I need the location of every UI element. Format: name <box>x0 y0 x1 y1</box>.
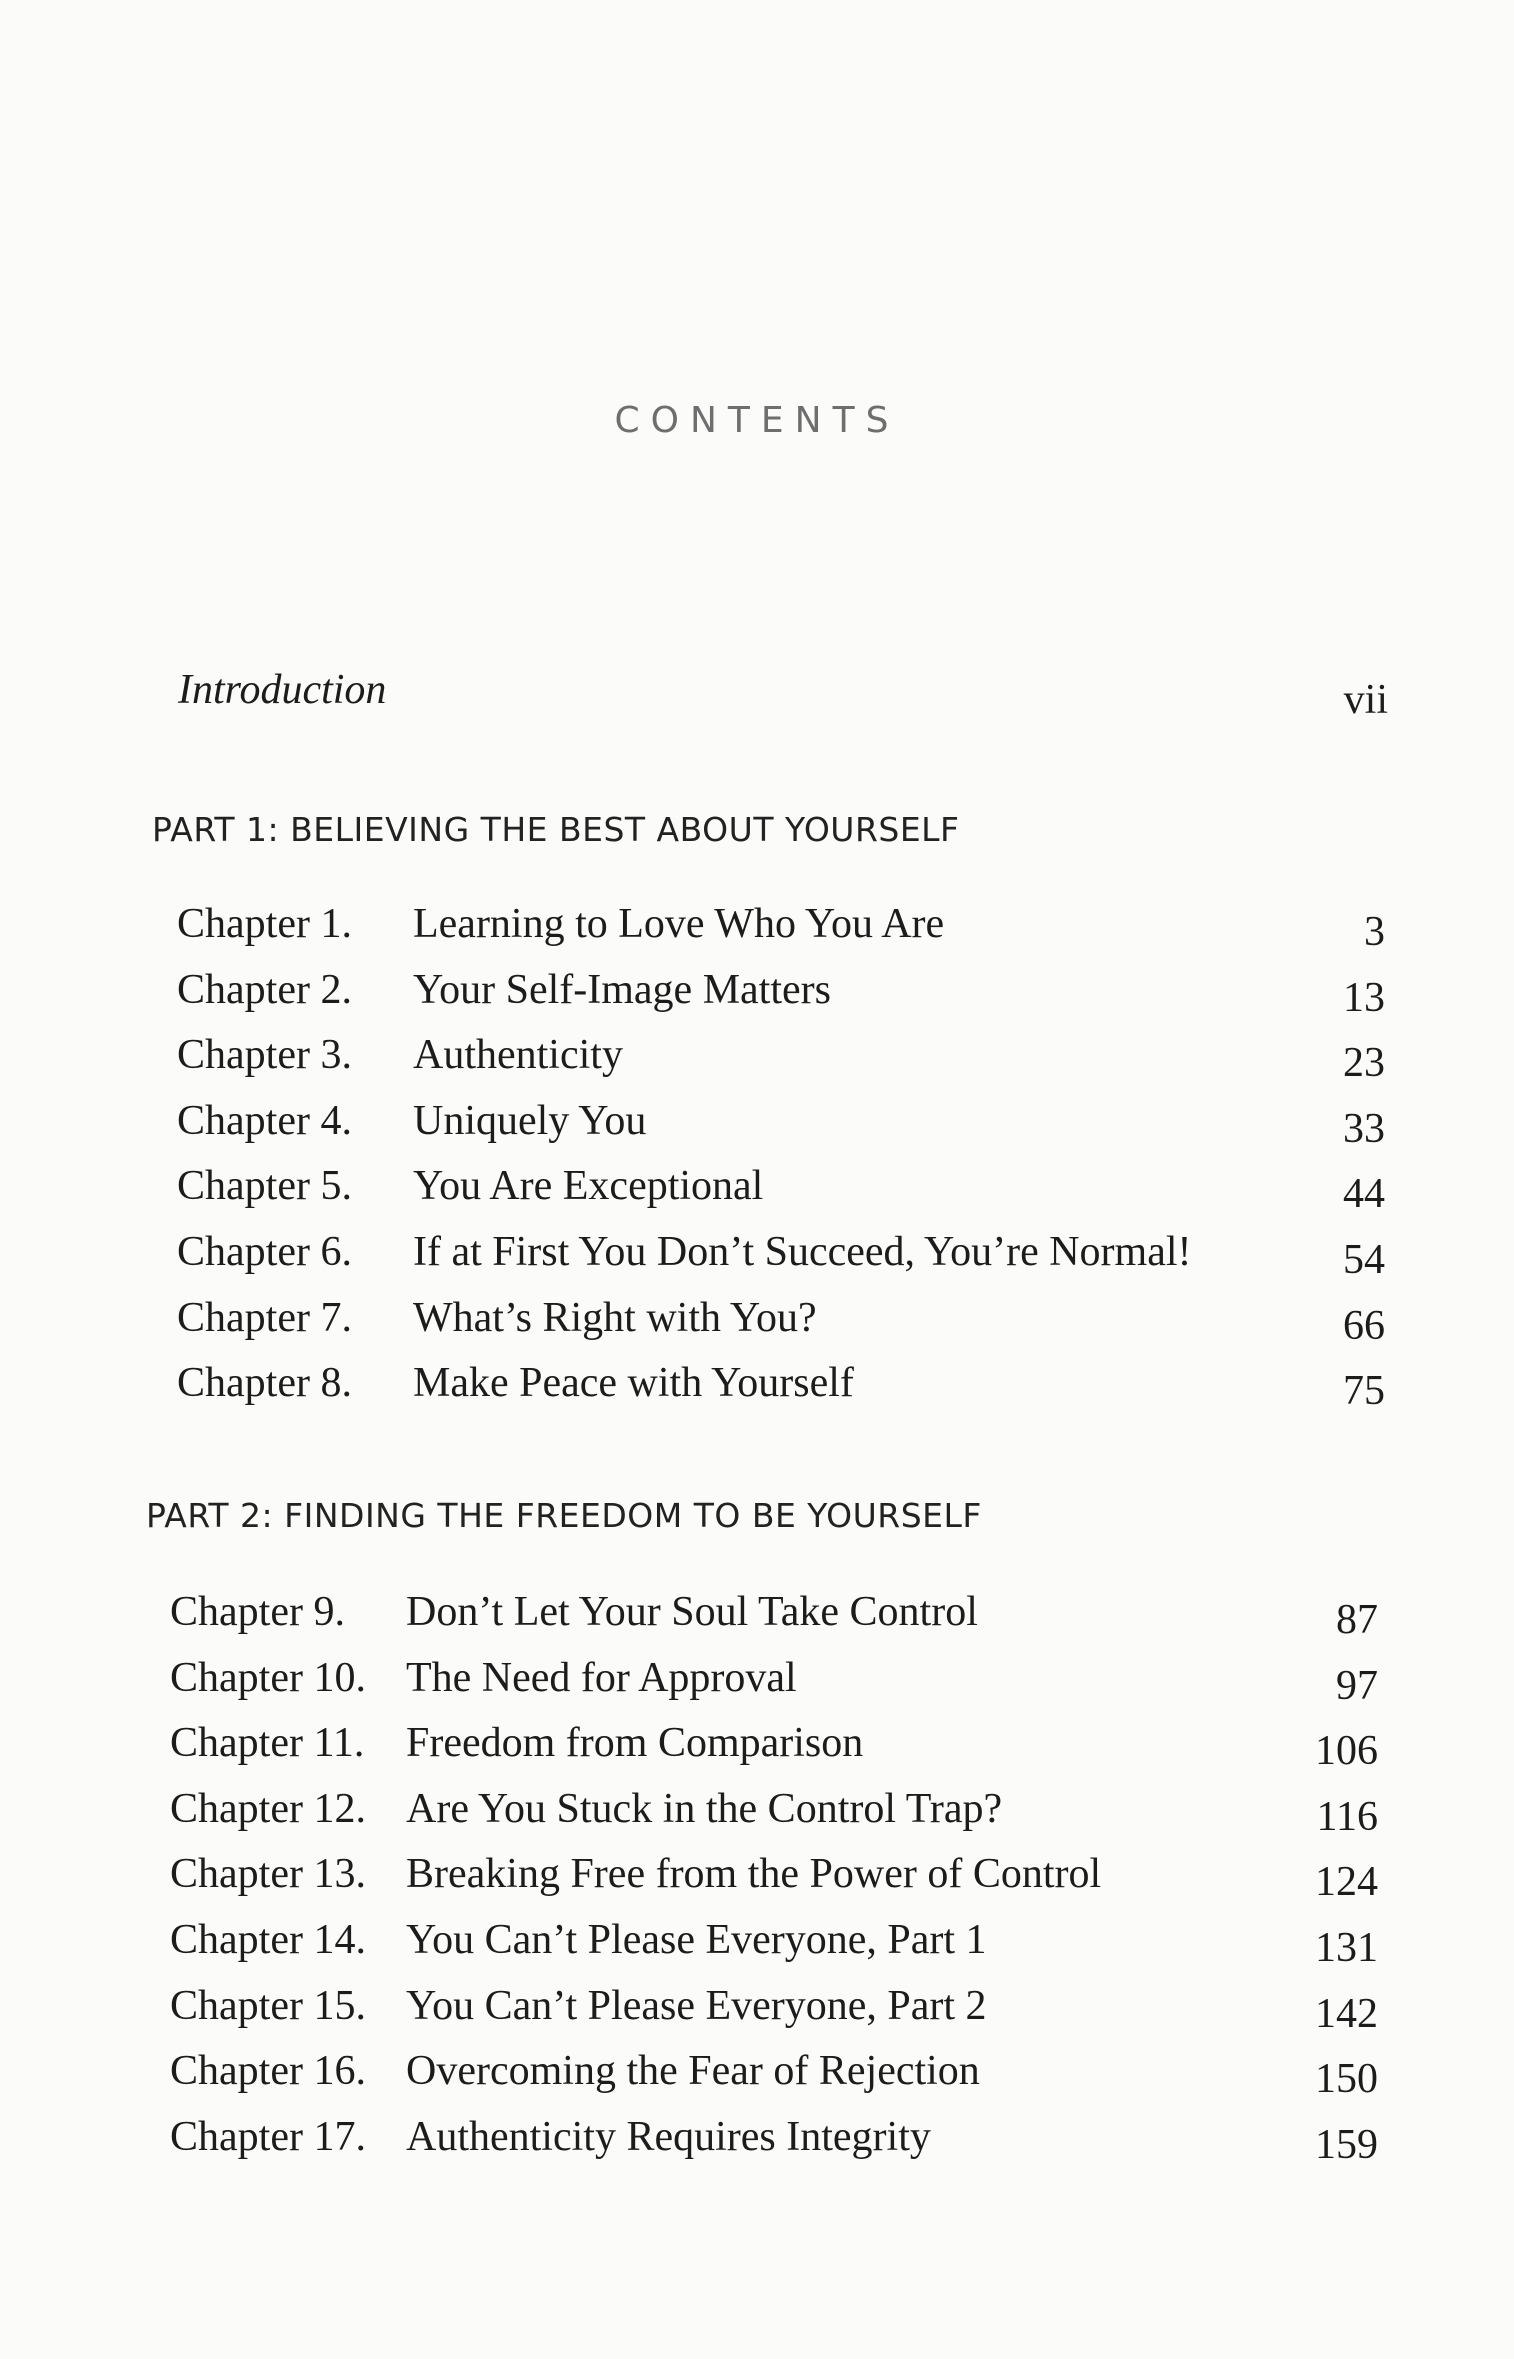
chapter-title: Don’t Let Your Soul Take Control <box>406 1589 978 1635</box>
toc-chapter-entry <box>170 1580 1378 1646</box>
chapter-number: Chapter 13. <box>170 1851 366 1898</box>
chapter-title: If at First You Don’t Succeed, You’re Normal! <box>413 1228 1192 1275</box>
chapter-title: Overcoming the Fear of Rejection <box>406 2048 980 2095</box>
toc-chapter-entry <box>170 1842 1378 1908</box>
chapter-number: Chapter 2. <box>177 966 352 1013</box>
chapter-number: Chapter 17. <box>170 2113 366 2160</box>
introduction-title: Introduction <box>178 667 387 713</box>
chapter-title: Your Self-Image Matters <box>413 966 831 1013</box>
chapter-title: You Are Exceptional <box>413 1163 764 1210</box>
chapter-page-number: 142 <box>1315 1990 1378 2037</box>
chapter-title: Authenticity <box>413 1032 623 1079</box>
toc-chapter-entry <box>170 2039 1378 2105</box>
chapter-title: Learning to Love Who You Are <box>413 901 945 947</box>
chapter-page-number: 44 <box>1343 1171 1385 1218</box>
part-2-title: PART 2: FINDING THE FREEDOM TO BE YOURSELF <box>146 1496 982 1535</box>
chapter-page-number: 13 <box>1343 974 1385 1021</box>
chapter-number: Chapter 9. <box>170 1589 345 1635</box>
chapter-number: Chapter 11. <box>170 1720 365 1767</box>
chapter-page-number: 106 <box>1315 1728 1378 1775</box>
chapter-number: Chapter 10. <box>170 1654 366 1701</box>
chapter-page-number: 131 <box>1315 1924 1378 1971</box>
chapter-title: Authenticity Requires Integrity <box>406 2113 931 2160</box>
toc-chapter-entry <box>170 1777 1378 1843</box>
chapter-page-number: 23 <box>1343 1040 1385 1087</box>
toc-chapter-entry <box>177 958 1385 1024</box>
chapter-title: Uniquely You <box>413 1097 647 1144</box>
page-title: CONTENTS <box>614 400 900 441</box>
chapter-page-number: 159 <box>1315 2121 1378 2168</box>
toc-chapter-entry <box>177 1220 1385 1286</box>
toc-chapter-entry <box>177 1154 1385 1220</box>
chapter-title: You Can’t Please Everyone, Part 2 <box>406 1982 987 2029</box>
toc-entry-introduction <box>178 666 1388 726</box>
chapter-number: Chapter 15. <box>170 1982 366 2029</box>
chapter-number: Chapter 5. <box>177 1163 352 1210</box>
chapter-page-number: 66 <box>1343 1302 1385 1349</box>
chapter-page-number: 75 <box>1343 1368 1385 1415</box>
chapter-number: Chapter 3. <box>177 1032 352 1079</box>
chapter-title: The Need for Approval <box>406 1654 797 1701</box>
chapter-page-number: 150 <box>1315 2056 1378 2103</box>
chapter-number: Chapter 4. <box>177 1097 352 1144</box>
chapter-number: Chapter 14. <box>170 1916 366 1963</box>
toc-chapter-entry <box>170 1908 1378 1974</box>
chapter-number: Chapter 6. <box>177 1228 352 1275</box>
chapter-title: Are You Stuck in the Control Trap? <box>406 1785 1003 1832</box>
toc-chapter-entry <box>177 1089 1385 1155</box>
chapter-page-number: 124 <box>1315 1859 1378 1906</box>
chapter-title: You Can’t Please Everyone, Part 1 <box>406 1916 987 1963</box>
toc-chapter-entry <box>170 2105 1378 2171</box>
part-1-chapter-list <box>177 892 1385 1417</box>
toc-chapter-entry <box>170 1974 1378 2040</box>
toc-chapter-entry <box>177 1351 1385 1417</box>
toc-chapter-entry <box>170 1646 1378 1712</box>
chapter-number: Chapter 7. <box>177 1294 352 1341</box>
toc-chapter-entry <box>177 1023 1385 1089</box>
chapter-page-number: 3 <box>1364 909 1385 955</box>
chapter-page-number: 87 <box>1336 1597 1378 1643</box>
part-1-title: PART 1: BELIEVING THE BEST ABOUT YOURSELF <box>152 810 960 849</box>
chapter-page-number: 116 <box>1316 1793 1378 1840</box>
chapter-number: Chapter 12. <box>170 1785 366 1832</box>
chapter-title: Breaking Free from the Power of Control <box>406 1851 1102 1898</box>
toc-chapter-entry <box>170 1711 1378 1777</box>
chapter-number: Chapter 16. <box>170 2048 366 2095</box>
part-2-chapter-list <box>170 1580 1378 2170</box>
chapter-title: Freedom from Comparison <box>406 1720 864 1767</box>
chapter-number: Chapter 8. <box>177 1360 352 1407</box>
chapter-page-number: 54 <box>1343 1236 1385 1283</box>
chapter-title: What’s Right with You? <box>413 1294 817 1341</box>
chapter-title: Make Peace with Yourself <box>413 1360 854 1407</box>
toc-chapter-entry <box>177 1286 1385 1352</box>
introduction-page-number: vii <box>1343 677 1388 723</box>
chapter-page-number: 33 <box>1343 1105 1385 1152</box>
chapter-page-number: 97 <box>1336 1662 1378 1709</box>
chapter-number: Chapter 1. <box>177 901 352 947</box>
toc-chapter-entry <box>177 892 1385 958</box>
